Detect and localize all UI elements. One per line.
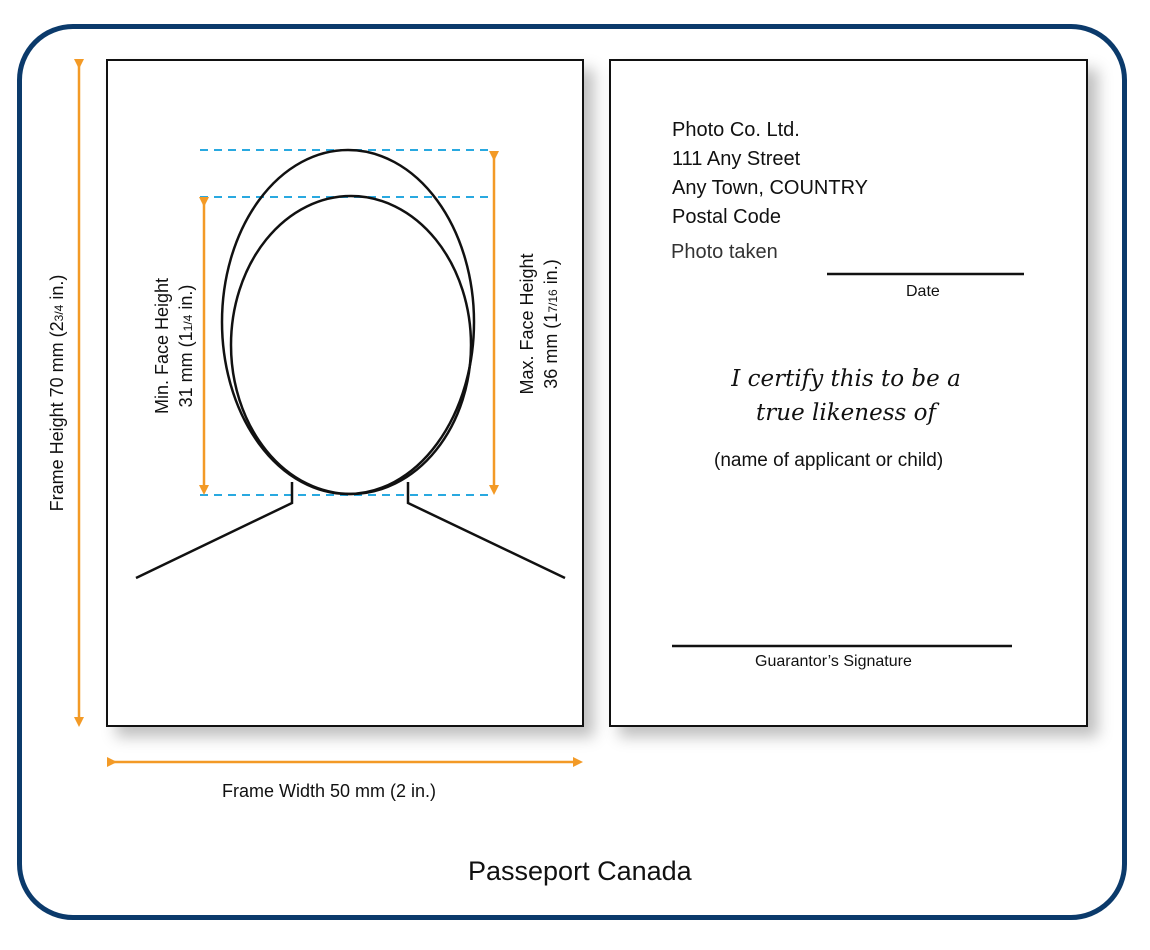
footer-title: Passeport Canada <box>468 856 692 886</box>
right-shoulder <box>408 482 565 578</box>
certify-line-2: true likeness of <box>756 400 936 426</box>
frame-height-label: Frame Height 70 mm (23/4 in.) <box>47 274 67 512</box>
max-face-label: Max. Face Height 36 mm (17/16 in.) <box>517 253 561 395</box>
address-line-1: Photo Co. Ltd. <box>672 119 800 141</box>
min-face-outline <box>231 196 471 494</box>
address-line-3: Any Town, COUNTRY <box>672 177 868 199</box>
photo-taken-label: Photo taken <box>671 241 778 263</box>
signature-label: Guarantor’s Signature <box>755 653 912 670</box>
address-line-2: 111 Any Street <box>672 148 801 170</box>
date-label: Date <box>906 283 940 300</box>
left-shoulder <box>136 482 292 578</box>
min-face-label: Min. Face Height 31 mm (11/4 in.) <box>152 277 196 415</box>
applicant-name-label: (name of applicant or child) <box>714 450 944 471</box>
address-line-4: Postal Code <box>672 206 781 228</box>
certify-line-1: I certify this to be a <box>731 366 961 392</box>
frame-width-label: Frame Width 50 mm (2 in.) <box>222 781 437 801</box>
